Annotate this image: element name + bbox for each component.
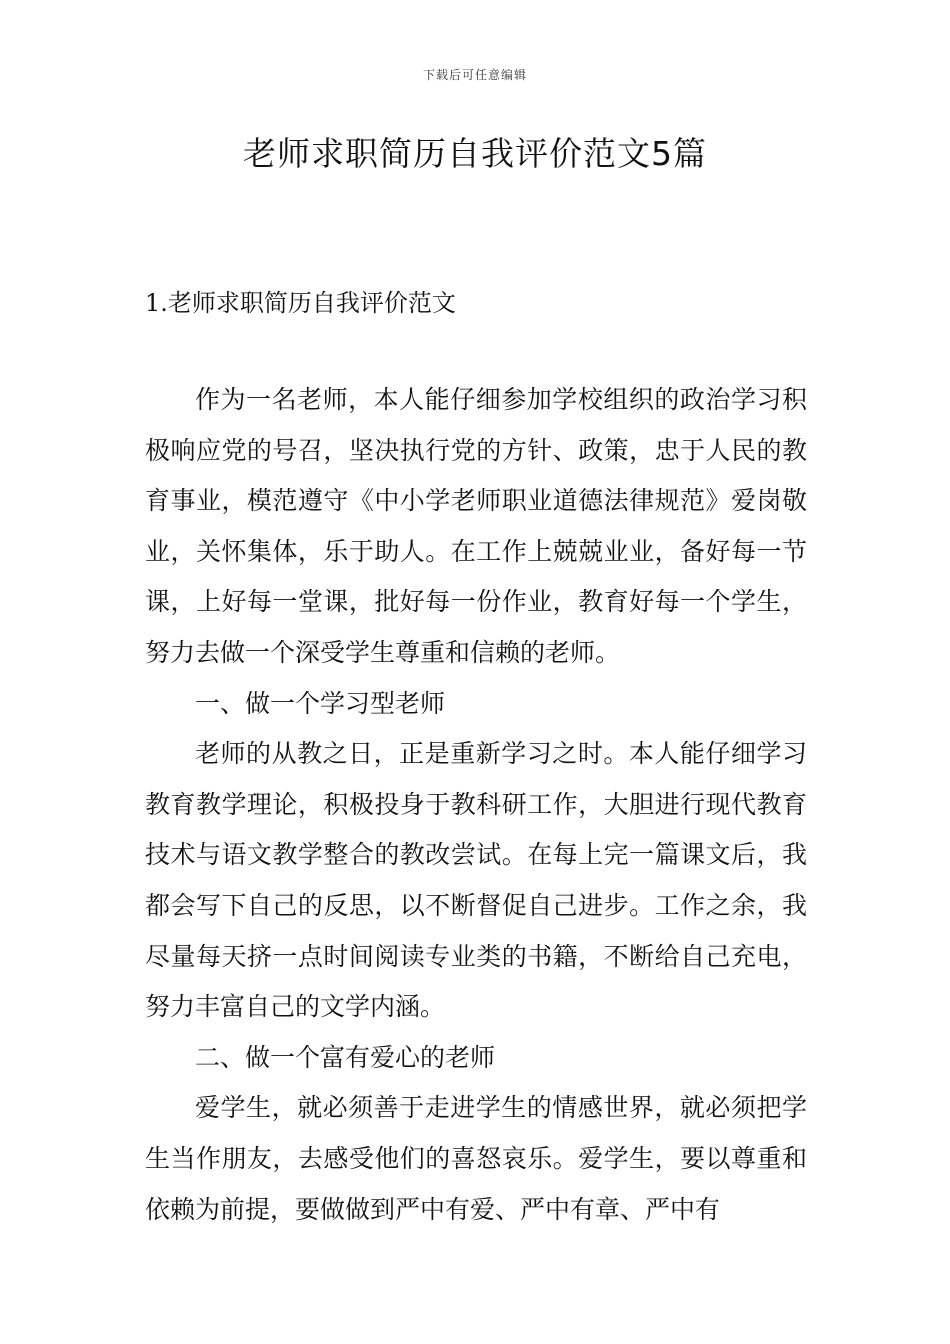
body-text xyxy=(145,375,807,1235)
header-note: 下载后可任意编辑 xyxy=(422,68,527,82)
subheading-learning-teacher: 一、做一个学习型老师 xyxy=(195,688,446,718)
paragraph-caring: 爱学生，就必须善于走进学生的情感世界，就必须把学生当作朋友，去感受他们的喜怒哀乐。爱学生，要以尊重和依赖为前提，要做做到严中有爱、严中有章、严中有 xyxy=(145,1093,807,1224)
paragraph-intro: 作为一名老师，本人能仔细参加学校组织的政治学习积极响应党的号召，坚决执行党的方针、政策，忠于人民的教育事业，模范遵守《中小学老师职业道德法律规范》爱岗敬业，关怀集体，乐于助人。在工作上兢兢业业，备好每一节课，上好每一堂课，批好每一份作业，教育好每一个学生，努力去做一个深受学生尊重和信赖的老师。 xyxy=(145,385,807,667)
section-heading: 1.老师求职简历自我评价范文 xyxy=(145,289,456,317)
document-title: 老师求职简历自我评价范文5篇 xyxy=(243,134,707,173)
paragraph-learning: 老师的从教之日，正是重新学习之时。本人能仔细学习教育教学理论，积极投身于教科研工作，大胆进行现代教育技术与语文教学整合的教改尝试。在每上完一篇课文后，我都会写下自己的反思，以不断督促自己进步。工作之余，我尽量每天挤一点时间阅读专业类的书籍，不断给自己充电，努力丰富自己的文学内涵。 xyxy=(145,739,807,1022)
subheading-caring-teacher: 二、做一个富有爱心的老师 xyxy=(195,1042,496,1072)
